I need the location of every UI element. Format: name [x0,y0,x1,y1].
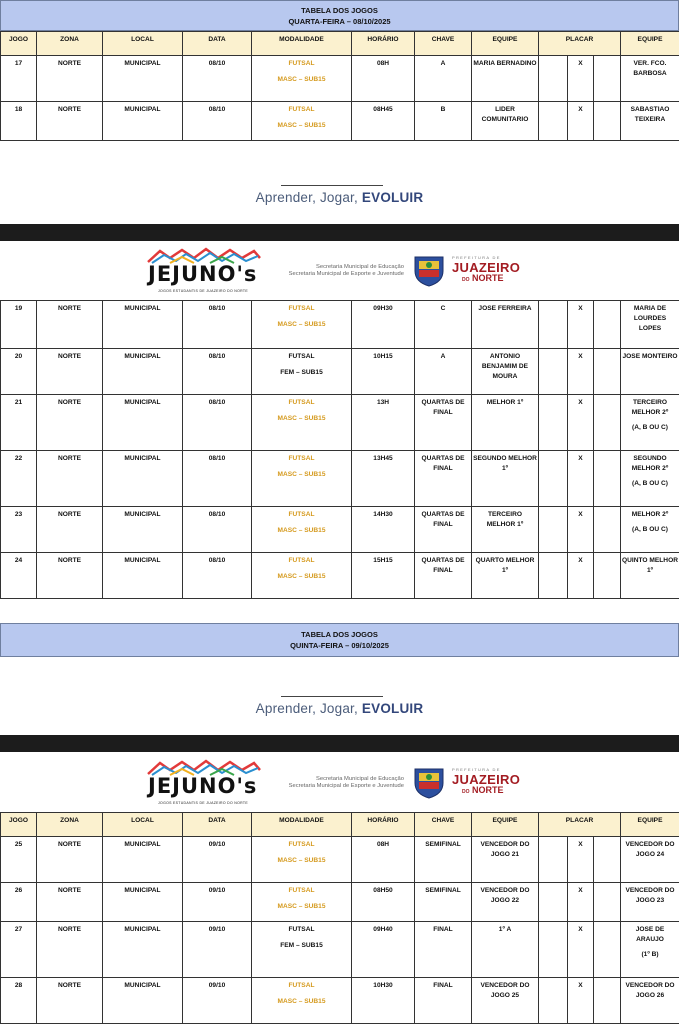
secretaria-text [276,776,404,790]
cell-placar-2 [594,349,621,395]
header-chave: CHAVE [415,32,472,56]
cell-chave: A [415,349,472,395]
cell-equipe-1: SEGUNDO MELHOR 1º [472,451,539,507]
cell-data: 09/10 [183,883,252,922]
modalidade-sport: FUTSAL [288,511,315,518]
cell-data: 08/10 [183,507,252,553]
equipe-2-name: VENCEDOR DO JOGO 26 [625,982,675,999]
header-hor-rio: HORÁRIO [352,813,415,837]
cell-equipe-1: MELHOR 1º [472,395,539,451]
cell-equipe-1: JOSE FERREIRA [472,301,539,349]
cell-placar-1 [539,301,568,349]
cell-equipe-2 [621,451,679,507]
cell-equipe-1: LIDER COMUNITARIO [472,102,539,141]
cell-horario: 15H15 [352,553,415,599]
table-row [1,301,679,349]
equipe-2-name: VENCEDOR DO JOGO 24 [625,841,675,858]
cell-equipe-1: 1º A [472,922,539,978]
cell-chave: QUARTAS DE FINAL [415,507,472,553]
cell-jogo: 28 [1,978,37,1024]
cell-equipe-1: VENCEDOR DO JOGO 25 [472,978,539,1024]
header-modalidade: MODALIDADE [252,813,352,837]
cell-chave: QUARTAS DE FINAL [415,553,472,599]
city-name-2 [462,273,504,283]
table-row [1,553,679,599]
cell-jogo: 25 [1,837,37,883]
slogan-divider [281,185,383,186]
cell-equipe-1: MARIA BERNADINO [472,56,539,102]
modalidade-sport: FUTSAL [288,106,315,113]
cell-chave: SEMIFINAL [415,883,472,922]
table-row [1,451,679,507]
cell-modalidade [252,451,352,507]
cell-horario: 08H45 [352,102,415,141]
cell-horario: 10H15 [352,349,415,395]
cell-placar-2 [594,553,621,599]
cell-local: MUNICIPAL [103,56,183,102]
cell-zona: NORTE [37,395,103,451]
table-row [1,395,679,451]
slogan-text: Aprender, Jogar, [255,190,362,205]
cell-placar-2 [594,978,621,1024]
cell-data: 09/10 [183,978,252,1024]
cell-placar-2 [594,395,621,451]
table-row [1,883,679,922]
cell-placar-1 [539,102,568,141]
modalidade-sport: FUTSAL [288,353,315,360]
schedule-title: TABELA DOS JOGOS [301,630,378,639]
schedule-table [0,300,679,599]
cell-zona: NORTE [37,349,103,395]
slogan-emphasis: EVOLUIR [361,190,424,205]
cell-chave: FINAL [415,978,472,1024]
cell-chave: B [415,102,472,141]
slogan-text: Aprender, Jogar, [255,701,362,716]
slogan-emphasis: EVOLUIR [361,701,424,716]
equipe-2-name: SABASTIAO TEIXEIRA [630,106,670,123]
cell-modalidade [252,978,352,1024]
jejunos-subtitle: JOGOS ESTUDANTIS DE JUAZEIRO DO NORTE [158,801,248,805]
city-suffix: NORTE [472,273,504,283]
header-placar: PLACAR [539,32,621,56]
page-separator [0,224,679,241]
cell-local: MUNICIPAL [103,553,183,599]
logo-header [0,755,679,810]
table-header-row [1,32,679,56]
cell-local: MUNICIPAL [103,978,183,1024]
city-prefix: DO [462,789,470,795]
cell-placar-1 [539,451,568,507]
cell-chave: QUARTAS DE FINAL [415,451,472,507]
header-equipe: EQUIPE [472,32,539,56]
cell-horario: 08H50 [352,883,415,922]
cell-zona: NORTE [37,102,103,141]
jejunos-brand: JEJUNO's [148,774,258,798]
modalidade-sport: FUTSAL [288,60,315,67]
cell-modalidade [252,349,352,395]
cell-local: MUNICIPAL [103,837,183,883]
schedule-banner-2 [0,623,679,657]
modalidade-sport: FUTSAL [288,926,315,933]
cell-placar-1 [539,883,568,922]
cell-placar-x: X [568,922,594,978]
cell-equipe-2 [621,349,679,395]
cell-placar-x: X [568,883,594,922]
cell-modalidade [252,922,352,978]
cell-modalidade [252,301,352,349]
cell-zona: NORTE [37,507,103,553]
cell-placar-1 [539,56,568,102]
slogan [0,701,679,716]
cell-local: MUNICIPAL [103,507,183,553]
equipe-2-name: VER. FCO. BARBOSA [633,60,667,77]
cell-data: 09/10 [183,922,252,978]
modalidade-category: MASC – SUB15 [277,415,326,422]
games-table-1 [0,31,679,141]
modalidade-category: MASC – SUB15 [277,527,326,534]
cell-jogo: 23 [1,507,37,553]
cell-placar-x: X [568,978,594,1024]
cell-zona: NORTE [37,837,103,883]
cell-data: 08/10 [183,56,252,102]
schedule-table [0,812,679,1024]
city-name-2 [462,785,504,795]
header-modalidade: MODALIDADE [252,32,352,56]
equipe-2-name: MELHOR 2º [631,511,669,518]
cell-chave: A [415,56,472,102]
secretaria-text [276,264,404,278]
cell-equipe-1: ANTONIO BENJAMIM DE MOURA [472,349,539,395]
cell-placar-x: X [568,837,594,883]
cell-local: MUNICIPAL [103,451,183,507]
header-hor-rio: HORÁRIO [352,32,415,56]
header-equipe: EQUIPE [472,813,539,837]
cell-placar-x: X [568,102,594,141]
cell-placar-2 [594,102,621,141]
cell-equipe-2 [621,301,679,349]
cell-local: MUNICIPAL [103,883,183,922]
cell-placar-1 [539,922,568,978]
cell-placar-x: X [568,301,594,349]
city-name: JUAZEIRO [452,260,521,275]
modalidade-sport: FUTSAL [288,455,315,462]
equipe-2-name: QUINTO MELHOR 1º [622,557,678,574]
table-row [1,922,679,978]
modalidade-category: MASC – SUB15 [277,573,326,580]
modalidade-category: MASC – SUB15 [277,471,326,478]
header-chave: CHAVE [415,813,472,837]
table-row [1,978,679,1024]
modalidade-sport: FUTSAL [288,557,315,564]
cell-data: 08/10 [183,451,252,507]
table-row [1,507,679,553]
table-row [1,349,679,395]
cell-jogo: 17 [1,56,37,102]
header-jogo: JOGO [1,813,37,837]
schedule-date: QUINTA-FEIRA – 09/10/2025 [290,641,389,650]
city-coat-of-arms-icon [411,253,447,287]
cell-equipe-2 [621,102,679,141]
cell-modalidade [252,56,352,102]
cell-chave: FINAL [415,922,472,978]
cell-equipe-1: VENCEDOR DO JOGO 22 [472,883,539,922]
modalidade-category: MASC – SUB15 [277,321,326,328]
cell-data: 08/10 [183,102,252,141]
cell-zona: NORTE [37,56,103,102]
cell-chave: SEMIFINAL [415,837,472,883]
modalidade-sport: FUTSAL [288,305,315,312]
cell-placar-2 [594,922,621,978]
table-row [1,102,679,141]
modalidade-sport: FUTSAL [288,982,315,989]
modalidade-category: FEM – SUB15 [280,942,323,949]
cell-placar-x: X [568,451,594,507]
cell-zona: NORTE [37,978,103,1024]
cell-equipe-2 [621,395,679,451]
cell-zona: NORTE [37,451,103,507]
cell-jogo: 18 [1,102,37,141]
cell-placar-x: X [568,395,594,451]
cell-local: MUNICIPAL [103,395,183,451]
cell-jogo: 21 [1,395,37,451]
cell-equipe-2 [621,507,679,553]
header-data: DATA [183,32,252,56]
cell-placar-2 [594,451,621,507]
cell-placar-1 [539,553,568,599]
schedule-title: TABELA DOS JOGOS [301,6,378,15]
cell-horario: 13H45 [352,451,415,507]
header-zona: ZONA [37,813,103,837]
cell-local: MUNICIPAL [103,102,183,141]
cell-placar-x: X [568,56,594,102]
cell-zona: NORTE [37,922,103,978]
city-suffix: NORTE [472,785,504,795]
cell-modalidade [252,837,352,883]
secretaria-line-2: Secretaria Municipal de Esporte e Juventude [288,783,404,789]
cell-data: 08/10 [183,395,252,451]
cell-local: MUNICIPAL [103,922,183,978]
cell-equipe-1: TERCEIRO MELHOR 1º [472,507,539,553]
equipe-2-note: (A, B OU C) [632,480,668,487]
cell-data: 08/10 [183,301,252,349]
schedule-banner-1 [0,0,679,31]
games-table-2 [0,300,679,599]
header-equipe: EQUIPE [621,32,679,56]
header-data: DATA [183,813,252,837]
header-placar: PLACAR [539,813,621,837]
schedule-table [0,31,679,141]
cell-chave: C [415,301,472,349]
cell-placar-x: X [568,553,594,599]
cell-zona: NORTE [37,553,103,599]
cell-equipe-2 [621,978,679,1024]
header-zona: ZONA [37,32,103,56]
cell-zona: NORTE [37,301,103,349]
cell-placar-2 [594,301,621,349]
header-equipe: EQUIPE [621,813,679,837]
table-header-row [1,813,679,837]
cell-jogo: 27 [1,922,37,978]
cell-equipe-1: QUARTO MELHOR 1º [472,553,539,599]
secretaria-line-1: Secretaria Municipal de Educação [316,776,404,782]
cell-horario: 09H30 [352,301,415,349]
cell-placar-1 [539,507,568,553]
cell-placar-1 [539,349,568,395]
modalidade-category: MASC – SUB15 [277,998,326,1005]
prefeitura-label: PREFEITURA DE [452,255,501,260]
cell-jogo: 26 [1,883,37,922]
header-local: LOCAL [103,813,183,837]
cell-placar-1 [539,837,568,883]
cell-local: MUNICIPAL [103,349,183,395]
modalidade-category: FEM – SUB15 [280,369,323,376]
cell-placar-1 [539,978,568,1024]
table-row [1,837,679,883]
header-local: LOCAL [103,32,183,56]
cell-horario: 08H [352,837,415,883]
cell-zona: NORTE [37,883,103,922]
equipe-2-name: JOSE DE ARAUJO [635,926,665,943]
jejunos-subtitle: JOGOS ESTUDANTIS DE JUAZEIRO DO NORTE [158,289,248,293]
modalidade-sport: FUTSAL [288,399,315,406]
modalidade-category: MASC – SUB15 [277,122,326,129]
cell-jogo: 22 [1,451,37,507]
cell-horario: 10H30 [352,978,415,1024]
cell-chave: QUARTAS DE FINAL [415,395,472,451]
cell-placar-2 [594,837,621,883]
modalidade-category: MASC – SUB15 [277,903,326,910]
jejunos-brand: JEJUNO's [148,262,258,286]
equipe-2-name: JOSE MONTEIRO [622,353,678,360]
modalidade-sport: FUTSAL [288,887,315,894]
equipe-2-name: VENCEDOR DO JOGO 23 [625,887,675,904]
equipe-2-note: (A, B OU C) [632,526,668,533]
secretaria-line-1: Secretaria Municipal de Educação [316,264,404,270]
header-jogo: JOGO [1,32,37,56]
cell-horario: 14H30 [352,507,415,553]
modalidade-category: MASC – SUB15 [277,76,326,83]
cell-equipe-2 [621,553,679,599]
cell-placar-2 [594,507,621,553]
secretaria-line-2: Secretaria Municipal de Esporte e Juventude [288,271,404,277]
equipe-2-note: (A, B OU C) [632,424,668,431]
cell-jogo: 20 [1,349,37,395]
cell-jogo: 24 [1,553,37,599]
equipe-2-note: (1º B) [641,951,659,958]
equipe-2-name: MARIA DE LOURDES LOPES [633,305,667,332]
prefeitura-label: PREFEITURA DE [452,767,501,772]
cell-equipe-2 [621,56,679,102]
cell-equipe-2 [621,837,679,883]
cell-modalidade [252,395,352,451]
cell-modalidade [252,102,352,141]
games-table-3 [0,812,679,1024]
cell-placar-x: X [568,349,594,395]
modalidade-sport: FUTSAL [288,841,315,848]
cell-placar-2 [594,56,621,102]
equipe-2-name: TERCEIRO MELHOR 2º [631,399,669,416]
slogan-divider [281,696,383,697]
modalidade-category: MASC – SUB15 [277,857,326,864]
cell-equipe-1: VENCEDOR DO JOGO 21 [472,837,539,883]
cell-data: 08/10 [183,553,252,599]
cell-data: 09/10 [183,837,252,883]
cell-jogo: 19 [1,301,37,349]
cell-placar-x: X [568,507,594,553]
equipe-2-name: SEGUNDO MELHOR 2º [631,455,669,472]
cell-equipe-2 [621,922,679,978]
cell-placar-1 [539,395,568,451]
cell-horario: 09H40 [352,922,415,978]
cell-placar-2 [594,883,621,922]
page-separator [0,735,679,752]
city-prefix: DO [462,277,470,283]
cell-data: 08/10 [183,349,252,395]
cell-modalidade [252,883,352,922]
city-name: JUAZEIRO [452,772,521,787]
table-row [1,56,679,102]
cell-horario: 08H [352,56,415,102]
logo-header [0,243,679,298]
slogan [0,190,679,205]
cell-horario: 13H [352,395,415,451]
cell-modalidade [252,507,352,553]
schedule-date: QUARTA-FEIRA – 08/10/2025 [288,17,391,26]
cell-equipe-2 [621,883,679,922]
cell-modalidade [252,553,352,599]
cell-local: MUNICIPAL [103,301,183,349]
city-coat-of-arms-icon [411,765,447,799]
